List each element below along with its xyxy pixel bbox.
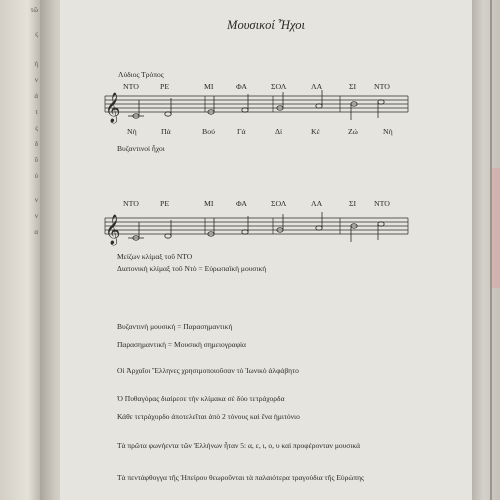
note-head (316, 226, 322, 230)
staff2-note-label: ΝΤΟ (123, 199, 139, 208)
left-fragment: ς (35, 30, 38, 38)
staff1-byzantine-label: Πά (161, 127, 171, 136)
staff2-note-label: ΦΑ (236, 199, 247, 208)
left-fragment: ν (34, 196, 38, 204)
staff1-byzantine-label: Νή (383, 127, 393, 136)
text-line: Κάθε τετράχορδο ἀποτελεῖται ἀπὸ 2 τόνους καὶ ἕνα ἡμιτόνιο (117, 412, 300, 421)
left-fragment: τῶ (30, 6, 38, 14)
note-head (242, 230, 248, 234)
staff2-note-label: ΣΙ (349, 199, 357, 208)
staff1-svg (60, 0, 472, 500)
staff1-byzantine-label: Ζώ (348, 127, 358, 136)
staff2-note-label: ΣΟΛ (271, 199, 287, 208)
left-fragment: ή (34, 60, 38, 68)
byzantine-caption: Βυζαντινοί ἦχοι (117, 144, 165, 153)
book-page (60, 0, 472, 500)
staff1-notes (128, 90, 384, 120)
left-fragment: ά (34, 92, 38, 100)
note-head (316, 104, 322, 108)
text-line: Τὰ πρῶτα φωνήεντα τῶν Ἑλλήνων ἦταν 5: α, ε, ι, ο, υ καὶ προφέρονταν μουσικά (117, 441, 361, 450)
text-line: Ὁ Πυθαγόρας διαίρεσε τὴν κλίμακα σὲ δύο τετράχορδα (117, 394, 285, 403)
staff2-note-label: ΝΤΟ (374, 199, 390, 208)
staff1-note-label: ΡΕ (160, 82, 170, 91)
treble-clef-icon: 𝄞 (105, 215, 121, 245)
left-fragment: ς (35, 124, 38, 132)
page-stack-edge (472, 0, 500, 500)
page-title: Μουσικοί Ἦχοι (227, 18, 305, 32)
staff1-note-label: ΣΟΛ (271, 82, 287, 91)
treble-clef-icon: 𝄞 (105, 93, 121, 123)
left-fragment: δ (34, 140, 38, 148)
staff2-note-label: ΡΕ (160, 199, 170, 208)
mode-caption: Λύδιος Τρόπος (118, 70, 164, 79)
text-line: Οἱ Ἀρχαῖοι Ἕλληνες χρησιμοποιοῦσαν τὸ Ἰωνικὸ ἀλφάβητο (117, 366, 299, 375)
staff1-byzantine-label: Γά (237, 127, 246, 136)
staff1-note-label: ΣΙ (349, 82, 357, 91)
left-fragment: α (34, 228, 38, 236)
staff1-note-label: ΜΙ (204, 82, 214, 91)
staff2-lines (105, 218, 408, 234)
staff1-byzantine-label: Κέ (311, 127, 320, 136)
text-line: Τὰ πεντάφθογγα τῆς Ἠπείρου θεωροῦνται τὰ παλαιότερα τραγούδια τῆς Εὐρώπης (117, 473, 364, 482)
left-fragment: τ (35, 108, 38, 116)
bookmark-tab (492, 168, 500, 288)
staff2-note-label: ΜΙ (204, 199, 214, 208)
left-page-edge (0, 0, 40, 500)
text-line: Βυζαντινὴ μουσικὴ = Παρασημαντική (117, 322, 233, 331)
staff2-notes (128, 212, 384, 242)
staff1-note-label: ΝΤΟ (123, 82, 139, 91)
note-head (242, 108, 248, 112)
left-fragment: ν (34, 76, 38, 84)
major-scale-caption: Μείζων κλίμαξ τοῦ ΝΤΟ (117, 252, 193, 261)
text-line: Παρασημαντικὴ = Μουσικὴ σημειογραφία (117, 340, 246, 349)
staff1-byzantine-label: Βού (202, 127, 215, 136)
staff1-note-label: ΝΤΟ (374, 82, 390, 91)
note-head (165, 234, 171, 238)
left-fragment: ύ (34, 172, 38, 180)
left-fragment: ῦ (34, 156, 38, 164)
diatonic-scale-caption: Διατονικὴ κλίμαξ τοῦ Ντὸ = Εὐρωπαϊκὴ μουσική (117, 264, 267, 273)
staff1-byzantine-label: Νή (127, 127, 137, 136)
staff1-note-label: ΛΑ (311, 82, 323, 91)
note-head (378, 222, 384, 226)
note-head (165, 112, 171, 116)
staff1-byzantine-label: Δί (275, 127, 283, 136)
left-fragment: ν (34, 212, 38, 220)
staff1-lines (105, 96, 408, 112)
staff2-note-label: ΛΑ (311, 199, 323, 208)
staff1-note-label: ΦΑ (236, 82, 247, 91)
note-head (378, 100, 384, 104)
